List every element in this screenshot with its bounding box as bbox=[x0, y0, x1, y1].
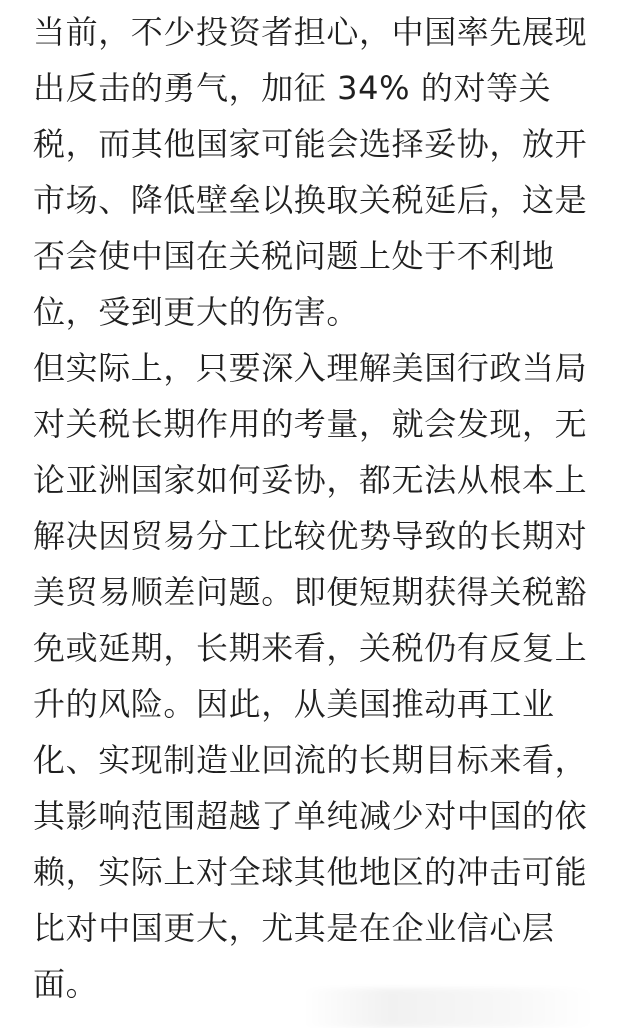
text-line: 比对中国更大，尤其是在企业信心层 bbox=[33, 909, 555, 947]
text-line: 市场、降低壁垒以换取关税延后，这是 bbox=[33, 181, 588, 219]
text-line: 解决因贸易分工比较优势导致的长期对 bbox=[33, 517, 588, 555]
watermark bbox=[300, 988, 600, 1028]
text-line: 位，受到更大的伤害。 bbox=[33, 293, 360, 331]
text-line: 但实际上，只要深入理解美国行政当局 bbox=[33, 349, 588, 387]
text-line: 升的风险。因此，从美国推动再工业 bbox=[33, 685, 555, 723]
text-line: 论亚洲国家如何妥协，都无法从根本上 bbox=[33, 461, 588, 499]
text-line: 对关税长期作用的考量，就会发现，无 bbox=[33, 405, 588, 443]
text-line: 化、实现制造业回流的长期目标来看， bbox=[33, 741, 588, 779]
text-line: 美贸易顺差问题。即便短期获得关税豁 bbox=[33, 573, 588, 611]
text-line: 否会使中国在关税问题上处于不利地 bbox=[33, 237, 555, 275]
text-line: 出反击的勇气，加征 34% 的对等关 bbox=[33, 69, 552, 107]
text-line: 面。 bbox=[33, 965, 99, 1003]
text-line: 免或延期，长期来看，关税仍有反复上 bbox=[33, 629, 588, 667]
text-line: 赖，实际上对全球其他地区的冲击可能 bbox=[33, 853, 588, 891]
text-line: 当前，不少投资者担心，中国率先展现 bbox=[33, 13, 588, 51]
text-line: 其影响范围超越了单纯减少对中国的依 bbox=[33, 797, 588, 835]
text-line: 税，而其他国家可能会选择妥协，放开 bbox=[33, 125, 588, 163]
